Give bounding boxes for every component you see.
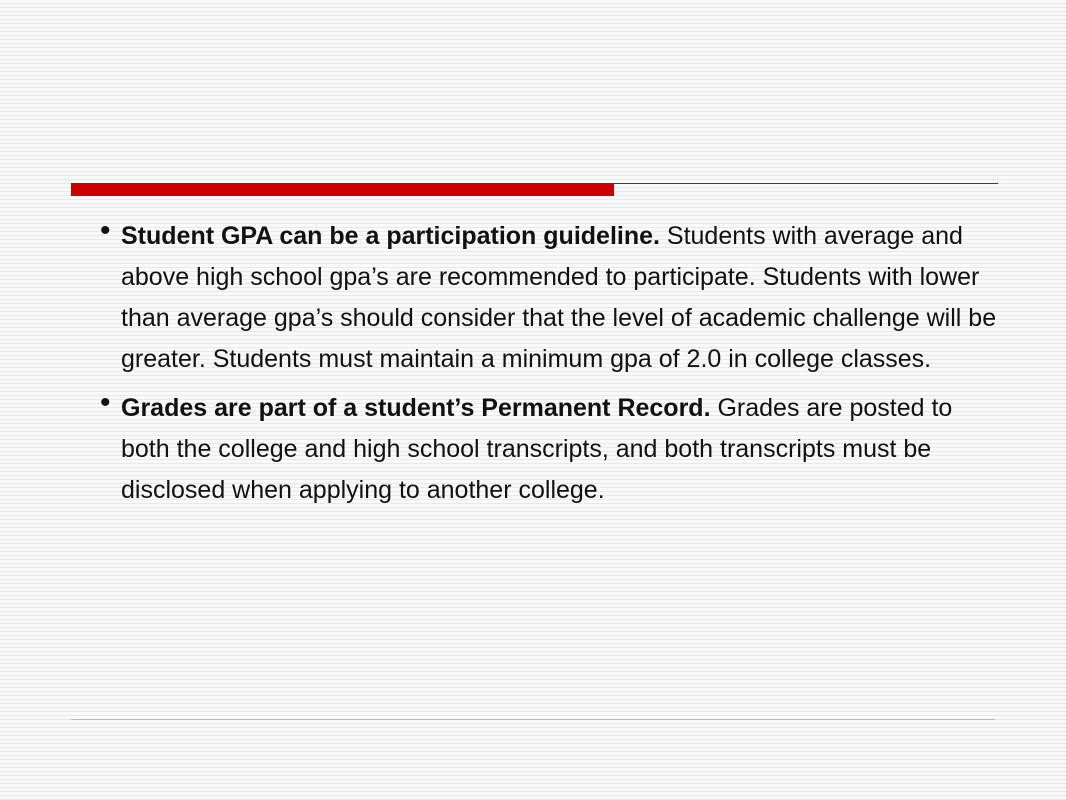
top-accent-bar	[71, 183, 614, 196]
bullet-icon: •	[100, 214, 111, 247]
bullet-heading-grades: Grades are part of a student’s Permanent Record.	[121, 394, 711, 422]
bullet-item-gpa	[100, 216, 1006, 380]
bullet-text-gpa: Students with average and above high school gpa’s are recommended to participate. Students with lower than average gpa’s should consider that the level of academic challenge will be greater. Students must maintain a minimum gpa of 2.0 in college classes.	[121, 222, 997, 373]
bullet-item-grades	[100, 388, 1006, 511]
bullet-text-grades: Grades are posted to both the college and high school transcripts, and both transcripts must be disclosed when applying to another college.	[121, 394, 953, 504]
bullet-icon: •	[100, 386, 111, 419]
bullet-heading-gpa: Student GPA can be a participation guideline.	[121, 222, 660, 250]
bottom-divider	[71, 719, 995, 720]
top-accent-line	[614, 183, 998, 184]
bullet-list	[100, 216, 1006, 519]
